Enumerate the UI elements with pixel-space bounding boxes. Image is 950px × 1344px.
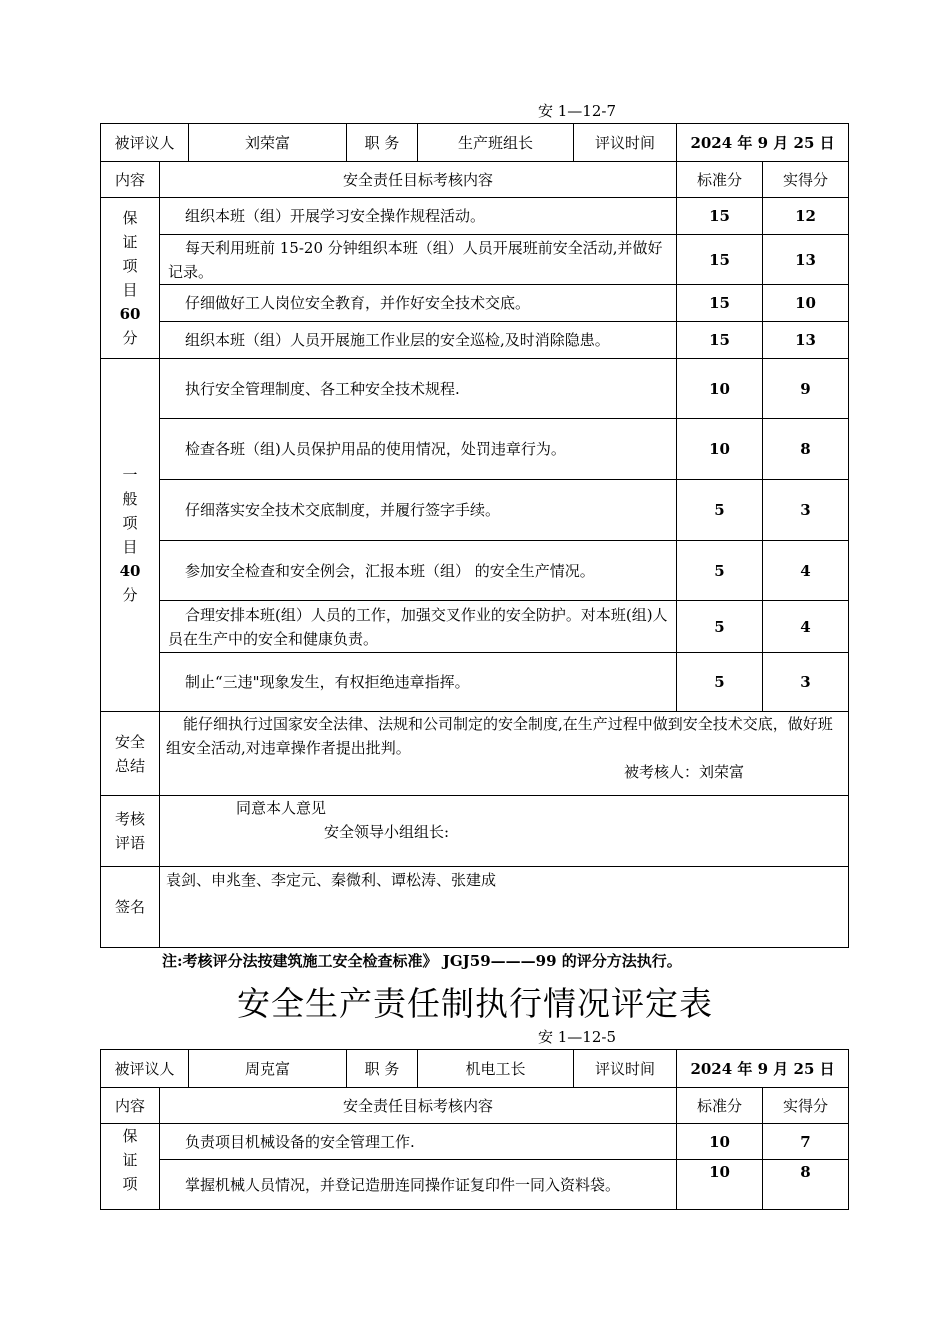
position-value: 生产班组长 <box>418 124 574 162</box>
actual-score: 4 <box>763 601 849 653</box>
standard-score: 5 <box>677 601 763 653</box>
column-target: 安全责任目标考核内容 <box>160 1088 677 1124</box>
summary-signer: 被考核人：刘荣富 <box>624 763 745 781</box>
actual-score: 13 <box>763 235 849 285</box>
actual-score: 8 <box>763 419 849 480</box>
time-value: 2024 年 9 月 25 日 <box>677 1050 849 1088</box>
position-label: 职 务 <box>347 1050 418 1088</box>
column-content: 内容 <box>101 162 160 198</box>
standard-score: 5 <box>677 480 763 541</box>
list-item: 负责项目机械设备的安全管理工作. <box>160 1124 677 1160</box>
signature-label: 签名 <box>101 867 160 948</box>
guarantee-label: 保 证 项 <box>101 1124 160 1210</box>
standard-score: 10 <box>677 359 763 419</box>
summary-text: 能仔细执行过国家安全法律、法规和公司制定的安全制度,在生产过程中做到安全技术交底，做好班组安全活动,对违章操作者提出批判。 <box>166 715 833 757</box>
list-item: 执行安全管理制度、各工种安全技术规程. <box>160 359 677 419</box>
evaluation-table <box>100 1049 849 1210</box>
review-label: 考核 评语 <box>101 796 160 867</box>
column-actual: 实得分 <box>763 162 849 198</box>
evaluation-table <box>100 123 849 948</box>
position-label: 职 务 <box>347 124 418 162</box>
list-item: 制止“三违"现象发生，有权拒绝违章指挥。 <box>160 653 677 712</box>
evaluatee-name: 刘荣富 <box>189 124 347 162</box>
column-standard: 标准分 <box>677 1088 763 1124</box>
standard-score: 15 <box>677 235 763 285</box>
guarantee-label: 保 证 项 目 60 分 <box>101 198 160 359</box>
column-content: 内容 <box>101 1088 160 1124</box>
column-target: 安全责任目标考核内容 <box>160 162 677 198</box>
standard-score: 10 <box>677 1124 763 1160</box>
evaluatee-name: 周克富 <box>189 1050 347 1088</box>
list-item: 检查各班（组)人员保护用品的使用情况，处罚违章行为。 <box>160 419 677 480</box>
standard-score: 15 <box>677 285 763 322</box>
list-item: 组织本班（组）人员开展施工作业层的安全巡检,及时消除隐患。 <box>160 322 677 359</box>
signature-names: 袁剑、申兆奎、李定元、秦微利、谭松涛、张建成 <box>160 867 849 948</box>
column-actual: 实得分 <box>763 1088 849 1124</box>
standard-score: 5 <box>677 653 763 712</box>
list-item: 组织本班（组）开展学习安全操作规程活动。 <box>160 198 677 235</box>
review-leader: 安全领导小组组长: <box>324 823 450 841</box>
list-item: 合理安排本班(组）人员的工作，加强交叉作业的安全防护。对本班(组)人员在生产中的安全和健康负责。 <box>160 601 677 653</box>
actual-score: 7 <box>763 1124 849 1160</box>
summary-label: 安全 总结 <box>101 712 160 796</box>
list-item: 参加安全检查和安全例会，汇报本班（组） 的安全生产情况。 <box>160 541 677 601</box>
list-item: 仔细做好工人岗位安全教育，并作好安全技术交底。 <box>160 285 677 322</box>
standard-score: 5 <box>677 541 763 601</box>
standard-score: 15 <box>677 198 763 235</box>
actual-score: 13 <box>763 322 849 359</box>
page-title: 安全生产责任制执行情况评定表 <box>237 984 713 1023</box>
actual-score: 3 <box>763 653 849 712</box>
time-label: 评议时间 <box>574 124 677 162</box>
form-code: 安 1—12-5 <box>538 1028 617 1046</box>
list-item: 掌握机械人员情况，并登记造册连同操作证复印件一同入资料袋。 <box>160 1160 677 1210</box>
position-value: 机电工长 <box>418 1050 574 1088</box>
actual-score: 10 <box>763 285 849 322</box>
actual-score: 4 <box>763 541 849 601</box>
list-item: 每天利用班前 15-20 分钟组织本班（组）人员开展班前安全活动,并做好记录。 <box>160 235 677 285</box>
time-label: 评议时间 <box>574 1050 677 1088</box>
time-value: 2024 年 9 月 25 日 <box>677 124 849 162</box>
footnote: 注:考核评分法按建筑施工安全检查标准》 JGJ59———99 的评分方法执行。 <box>162 952 682 970</box>
review-cell <box>160 796 849 867</box>
actual-score: 3 <box>763 480 849 541</box>
actual-score: 9 <box>763 359 849 419</box>
summary-cell <box>160 712 849 796</box>
actual-score: 12 <box>763 198 849 235</box>
list-item: 仔细落实安全技术交底制度，并履行签字手续。 <box>160 480 677 541</box>
standard-score: 10 <box>677 419 763 480</box>
standard-score: 10 <box>677 1160 763 1210</box>
standard-score: 15 <box>677 322 763 359</box>
review-opinion: 同意本人意见 <box>236 799 327 817</box>
general-label: 一 般 项 目 40 分 <box>101 359 160 712</box>
evaluatee-label: 被评议人 <box>101 124 189 162</box>
actual-score: 8 <box>763 1160 849 1210</box>
column-standard: 标准分 <box>677 162 763 198</box>
evaluatee-label: 被评议人 <box>101 1050 189 1088</box>
form-code: 安 1—12-7 <box>538 102 617 120</box>
